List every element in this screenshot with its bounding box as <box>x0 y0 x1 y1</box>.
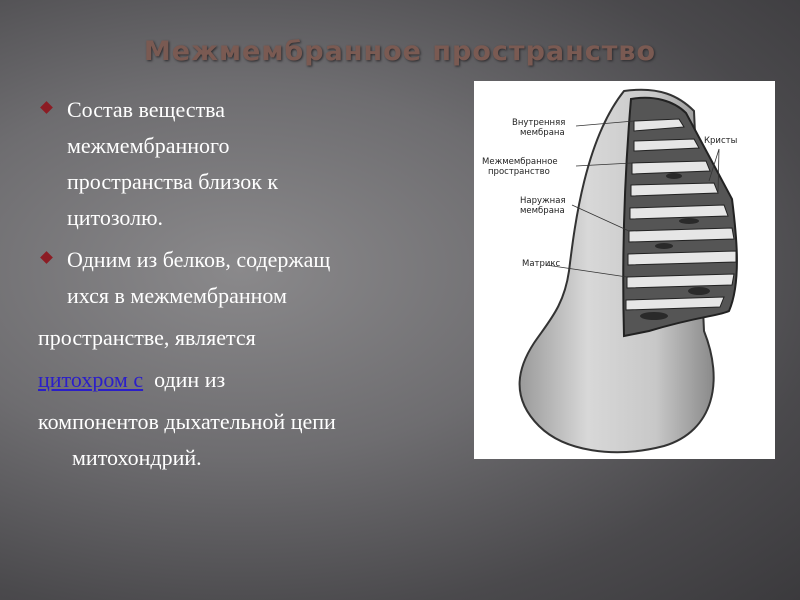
label-cristae: Кристы <box>704 136 738 146</box>
label-inner-membrane-1: Внутренняя <box>512 118 566 128</box>
bullet-1-line-3: пространства близок к <box>67 169 279 194</box>
continuation-line-2 <box>38 362 468 398</box>
slide-title: Межмембранное пространство <box>143 36 657 67</box>
bullet-2-line-2: ихся в межмембранном <box>67 283 287 308</box>
diamond-bullet-icon <box>40 251 53 264</box>
bullet-1-line-2: межмембранного <box>67 133 230 158</box>
label-outer-membrane-2: мембрана <box>520 206 565 216</box>
label-intermembrane-1: Межмембранное <box>482 157 558 167</box>
continuation-after-link: один из <box>143 367 226 392</box>
bullet-2-text <box>67 242 330 314</box>
mitochondrion-diagram <box>474 81 775 459</box>
label-inner-membrane-2: мембрана <box>520 128 565 138</box>
label-outer-membrane-1: Наружная <box>520 196 566 206</box>
bullet-1-line-1: Состав вещества <box>67 97 226 122</box>
continuation-line-1: пространстве, является <box>38 325 256 350</box>
continuation-text <box>38 320 468 476</box>
diamond-bullet-icon <box>40 101 53 114</box>
bullet-2-line-1: Одним из белков, содержащ <box>67 247 331 272</box>
cristae-group <box>626 119 736 310</box>
bullet-2 <box>38 242 468 314</box>
label-matrix: Матрикс <box>522 259 561 269</box>
continuation-line-4: митохондрий. <box>72 445 202 470</box>
label-intermembrane-2: пространство <box>488 167 550 177</box>
bullet-1 <box>38 92 468 236</box>
body-text <box>38 92 468 476</box>
mitochondrion-figure <box>474 81 775 459</box>
bullet-1-text <box>67 92 278 236</box>
bullet-1-line-4: цитозолю. <box>67 205 164 230</box>
cytochrome-c-link[interactable]: цитохром с <box>38 367 144 392</box>
continuation-line-3: компонентов дыхательной цепи <box>38 409 336 434</box>
